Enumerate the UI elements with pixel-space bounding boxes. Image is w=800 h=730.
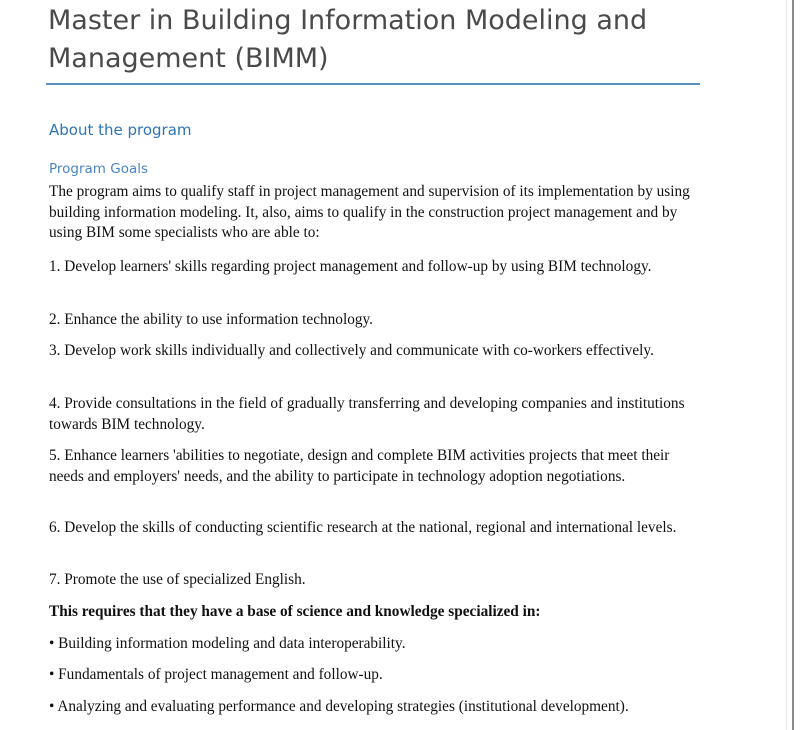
page-edge-border <box>792 0 794 730</box>
requirement-item: • Analyzing and evaluating performance and developing strategies (institutional development). <box>49 698 629 715</box>
goal-item: 4. Provide consultations in the field of gradually transferring and developing companies and institutions towards BIM technology. <box>49 395 685 433</box>
goal-item: 1. Develop learners' skills regarding project management and follow-up by using BIM technology. <box>49 258 652 275</box>
requirements-heading: This requires that they have a base of science and knowledge specialized in: <box>49 603 541 620</box>
title-underline <box>46 83 700 85</box>
requirement-item: • Fundamentals of project management and follow-up. <box>49 666 383 683</box>
intro-paragraph: The program aims to qualify staff in project management and supervision of its implementation by using building information modeling. It, also, aims to qualify in the construction project management and by using BIM some specialists who are able to: <box>49 183 690 241</box>
subsection-heading-goals: Program Goals <box>49 161 149 177</box>
goal-item: 2. Enhance the ability to use information technology. <box>49 311 373 328</box>
requirement-item: • Building information modeling and data interoperability. <box>49 635 406 652</box>
page-title: Master in Building Information Modeling and Management (BIMM) <box>48 5 648 74</box>
goal-item: 5. Enhance learners 'abilities to negotiate, design and complete BIM activities projects that meet their needs and employers' needs, and the ability to participate in technology adoption negotiations. <box>49 447 670 485</box>
goal-item: 6. Develop the skills of conducting scientific research at the national, regional and international levels. <box>49 519 677 536</box>
goal-item: 7. Promote the use of specialized English. <box>49 571 306 588</box>
section-heading-about: About the program <box>49 121 192 139</box>
goal-item: 3. Develop work skills individually and collectively and communicate with co-workers effectively. <box>49 342 654 359</box>
page-edge-shadow <box>786 0 787 730</box>
